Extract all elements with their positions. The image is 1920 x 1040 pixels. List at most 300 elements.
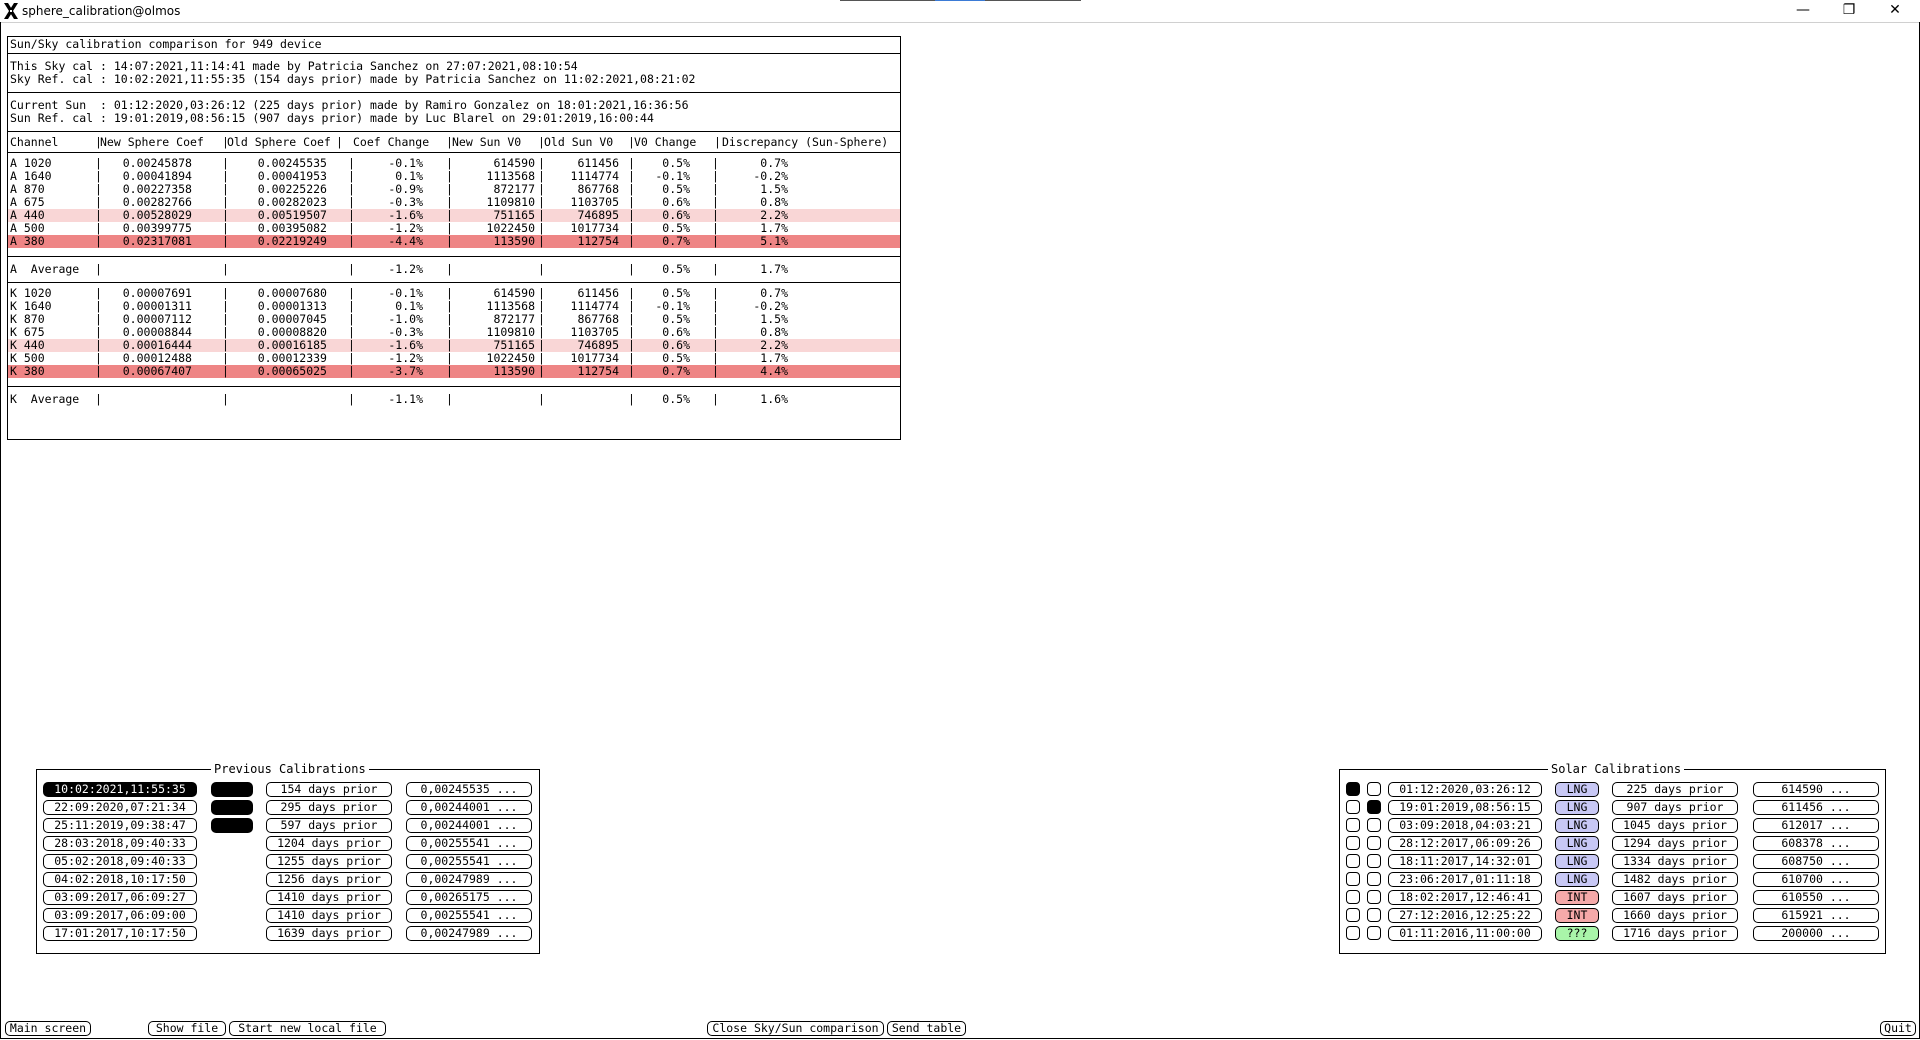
solar-calibration-type[interactable]: LNG: [1555, 782, 1599, 797]
column-separator: |: [712, 221, 719, 235]
table-cell: K 380: [10, 364, 45, 378]
table-cell: 1.7%: [760, 221, 788, 235]
column-separator: |: [628, 208, 635, 222]
table-cell: 872177: [493, 182, 535, 196]
column-separator: |: [222, 312, 229, 326]
column-separator: |: [712, 299, 719, 313]
table-cell: 1022450: [486, 221, 535, 235]
sun-ref-line: Sun Ref. cal : 19:01:2019,08:56:15 (907 days prior) made by Luc Blarel on 29:01:2019,16:00:44: [10, 111, 654, 125]
table-cell: 746895: [577, 208, 619, 222]
table-cell: 0.00245535: [257, 156, 327, 170]
table-cell: 0.7%: [662, 364, 690, 378]
table-cell: 1103705: [570, 325, 619, 339]
table-cell: 867768: [577, 182, 619, 196]
column-separator: |: [222, 208, 229, 222]
table-cell: 0.00007045: [257, 312, 327, 326]
column-separator: |: [222, 169, 229, 183]
close-button[interactable]: ✕: [1889, 2, 1901, 18]
table-cell: -0.1%: [388, 286, 423, 300]
prev-calibration-coef[interactable]: 0,00255541 ...: [406, 908, 532, 923]
column-separator: |: [538, 182, 545, 196]
solar-calibration-prior[interactable]: 907 days prior: [1612, 800, 1738, 815]
table-cell: A 675: [10, 195, 45, 209]
table-cell: 1114774: [570, 299, 619, 313]
sky-cal-section: [8, 54, 900, 93]
k-group-section: [8, 283, 900, 387]
table-cell: 0.00067407: [122, 364, 192, 378]
table-row: [8, 393, 900, 406]
column-header: New Sphere Coef: [100, 135, 204, 149]
column-separator: |: [222, 156, 229, 170]
column-separator: |: [628, 169, 635, 183]
solar-current-radio[interactable]: [1346, 890, 1360, 904]
column-separator: |: [446, 299, 453, 313]
table-cell: A 870: [10, 182, 45, 196]
solar-calibration-v0[interactable]: 200000 ...: [1753, 926, 1879, 941]
column-separator: |: [628, 325, 635, 339]
title-bar: [0, 0, 1920, 23]
column-separator: |: [446, 156, 453, 170]
column-separator: |: [712, 195, 719, 209]
restore-button[interactable]: ❐: [1842, 2, 1856, 18]
table-cell: 0.00008820: [257, 325, 327, 339]
table-cell: [255, 263, 327, 276]
column-separator: |: [712, 392, 719, 406]
solar-calibration-date[interactable]: 03:09:2018,04:03:21: [1388, 818, 1542, 833]
solar-reference-radio[interactable]: [1367, 800, 1381, 814]
table-cell: -0.9%: [388, 182, 423, 196]
table-cell: 614590: [493, 156, 535, 170]
solar-calibration-prior[interactable]: 1334 days prior: [1612, 854, 1738, 869]
prev-calibration-prior[interactable]: 295 days prior: [266, 800, 392, 815]
solar-reference-radio[interactable]: [1367, 926, 1381, 940]
solar-calibration-date[interactable]: 01:11:2016,11:00:00: [1388, 926, 1542, 941]
column-separator: |: [712, 286, 719, 300]
table-cell: -0.3%: [388, 195, 423, 209]
prev-calibration-marker: [211, 782, 253, 797]
table-cell: -0.1%: [655, 299, 690, 313]
column-separator: |: [628, 392, 635, 406]
table-cell: [553, 263, 619, 276]
solar-calibration-type[interactable]: INT: [1555, 890, 1599, 905]
solar-current-radio[interactable]: [1346, 782, 1360, 796]
table-cell: 0.00395082: [257, 221, 327, 235]
column-separator: |: [628, 182, 635, 196]
column-separator: |: [222, 392, 229, 406]
column-separator: |: [446, 234, 453, 248]
table-cell: 0.00001311: [122, 299, 192, 313]
minimize-button[interactable]: —: [1796, 2, 1810, 18]
column-separator: |: [95, 325, 102, 339]
prev-calibration-coef[interactable]: 0,00255541 ...: [406, 836, 532, 851]
solar-calibration-v0[interactable]: 612017 ...: [1753, 818, 1879, 833]
solar-calibration-type[interactable]: LNG: [1555, 872, 1599, 887]
column-separator: |: [538, 392, 545, 406]
column-separator: |: [712, 182, 719, 196]
column-separator: |: [538, 234, 545, 248]
column-separator: |: [222, 286, 229, 300]
solar-current-radio[interactable]: [1346, 800, 1360, 814]
panel-heading: Sun/Sky calibration comparison for 949 device: [10, 37, 322, 51]
column-separator: |: [446, 195, 453, 209]
table-cell: 1.5%: [760, 312, 788, 326]
table-cell: 0.00225226: [257, 182, 327, 196]
solar-calibration-prior[interactable]: 1607 days prior: [1612, 890, 1738, 905]
prev-calibration-coef[interactable]: 0,00244001 ...: [406, 800, 532, 815]
prev-calibration-prior[interactable]: 154 days prior: [266, 782, 392, 797]
prev-calibration-date[interactable]: 10:02:2021,11:55:35: [43, 782, 197, 797]
a-group-section: [8, 153, 900, 257]
column-separator: |: [95, 135, 102, 149]
table-cell: 0.00016185: [257, 338, 327, 352]
table-cell: K Average: [10, 392, 80, 406]
sun-cal-section: [8, 93, 900, 132]
close-comparison-button[interactable]: Close Sky/Sun comparison: [707, 1021, 884, 1036]
column-separator: |: [446, 135, 453, 149]
column-separator: |: [348, 169, 355, 183]
table-cell: [122, 393, 192, 406]
solar-reference-radio[interactable]: [1367, 836, 1381, 850]
prev-calibration-date[interactable]: 03:09:2017,06:09:00: [43, 908, 197, 923]
column-separator: |: [222, 234, 229, 248]
column-separator: |: [95, 364, 102, 378]
table-cell: K 440: [10, 338, 45, 352]
prev-calibration-date[interactable]: 25:11:2019,09:38:47: [43, 818, 197, 833]
column-separator: |: [712, 351, 719, 365]
prev-calibration-coef[interactable]: 0,00247989 ...: [406, 926, 532, 941]
column-separator: |: [348, 364, 355, 378]
comparison-panel: [7, 36, 901, 440]
table-cell: 751165: [493, 338, 535, 352]
table-cell: 867768: [577, 312, 619, 326]
table-cell: 0.00012339: [257, 351, 327, 365]
column-separator: |: [712, 234, 719, 248]
solar-calibration-prior[interactable]: 1482 days prior: [1612, 872, 1738, 887]
table-cell: 2.2%: [760, 338, 788, 352]
column-separator: |: [222, 262, 229, 276]
main-screen-button[interactable]: Main screen: [5, 1021, 91, 1036]
prev-calibration-date[interactable]: 04:02:2018,10:17:50: [43, 872, 197, 887]
column-separator: |: [95, 351, 102, 365]
table-cell: 0.5%: [662, 182, 690, 196]
table-cell: 611456: [577, 286, 619, 300]
column-separator: |: [712, 169, 719, 183]
column-header: Channel: [10, 135, 59, 149]
solar-current-radio[interactable]: [1346, 926, 1360, 940]
table-cell: 1113568: [486, 299, 535, 313]
column-separator: |: [95, 195, 102, 209]
solar-calibration-prior[interactable]: 1660 days prior: [1612, 908, 1738, 923]
table-cell: 0.00282766: [122, 195, 192, 209]
table-cell: K 870: [10, 312, 45, 326]
table-cell: 0.5%: [662, 221, 690, 235]
solar-calibration-v0[interactable]: 615921 ...: [1753, 908, 1879, 923]
table-cell: 1114774: [570, 169, 619, 183]
table-cell: 0.00007112: [122, 312, 192, 326]
column-separator: |: [222, 351, 229, 365]
prev-calibration-coef[interactable]: 0,00255541 ...: [406, 854, 532, 869]
prev-calibration-prior[interactable]: 1639 days prior: [266, 926, 392, 941]
column-separator: |: [712, 325, 719, 339]
prev-calibration-prior[interactable]: 1256 days prior: [266, 872, 392, 887]
column-separator: |: [95, 392, 102, 406]
table-cell: K 675: [10, 325, 45, 339]
table-cell: 0.00399775: [122, 221, 192, 235]
solar-calibration-date[interactable]: 19:01:2019,08:56:15: [1388, 800, 1542, 815]
column-separator: |: [538, 364, 545, 378]
solar-calibration-v0[interactable]: 608378 ...: [1753, 836, 1879, 851]
column-separator: |: [446, 286, 453, 300]
solar-calibration-prior[interactable]: 1045 days prior: [1612, 818, 1738, 833]
table-cell: K 500: [10, 351, 45, 365]
prev-calibration-date[interactable]: 03:09:2017,06:09:27: [43, 890, 197, 905]
table-header: [8, 132, 900, 153]
column-separator: |: [222, 195, 229, 209]
table-cell: 0.5%: [662, 156, 690, 170]
column-separator: |: [446, 208, 453, 222]
table-cell: 0.1%: [395, 169, 423, 183]
solar-calibration-prior[interactable]: 1294 days prior: [1612, 836, 1738, 851]
solar-current-radio[interactable]: [1346, 908, 1360, 922]
solar-calibration-prior[interactable]: 225 days prior: [1612, 782, 1738, 797]
send-table-button[interactable]: Send table: [887, 1021, 966, 1036]
solar-calibration-date[interactable]: 28:12:2017,06:09:26: [1388, 836, 1542, 851]
table-cell: 0.00007691: [122, 286, 192, 300]
column-separator: |: [222, 325, 229, 339]
prev-calibration-coef[interactable]: 0,00265175 ...: [406, 890, 532, 905]
column-separator: |: [538, 208, 545, 222]
solar-calibrations-title: Solar Calibrations: [1548, 762, 1684, 776]
table-cell: 0.6%: [662, 195, 690, 209]
solar-current-radio[interactable]: [1346, 818, 1360, 832]
prev-calibration-coef[interactable]: 0,00247989 ...: [406, 872, 532, 887]
solar-calibration-v0[interactable]: 610550 ...: [1753, 890, 1879, 905]
column-separator: |: [628, 286, 635, 300]
table-cell: 0.02219249: [257, 234, 327, 248]
column-separator: |: [628, 195, 635, 209]
prev-calibration-prior[interactable]: 597 days prior: [266, 818, 392, 833]
column-separator: |: [538, 312, 545, 326]
solar-calibration-type[interactable]: LNG: [1555, 818, 1599, 833]
table-cell: -0.3%: [388, 325, 423, 339]
column-separator: |: [628, 135, 635, 149]
prev-calibration-prior[interactable]: 1204 days prior: [266, 836, 392, 851]
table-cell: 0.00041953: [257, 169, 327, 183]
solar-calibration-date[interactable]: 27:12:2016,12:25:22: [1388, 908, 1542, 923]
table-cell: -1.0%: [388, 312, 423, 326]
solar-reference-radio[interactable]: [1367, 818, 1381, 832]
column-separator: |: [446, 262, 453, 276]
column-separator: |: [712, 262, 719, 276]
table-row: [8, 235, 900, 248]
k-average-section: [8, 387, 900, 412]
table-cell: 0.6%: [662, 208, 690, 222]
column-separator: |: [446, 364, 453, 378]
table-cell: -3.7%: [388, 364, 423, 378]
table-cell: 4.4%: [760, 364, 788, 378]
table-cell: 0.00282023: [257, 195, 327, 209]
table-cell: 113590: [493, 364, 535, 378]
table-cell: 746895: [577, 338, 619, 352]
solar-reference-radio[interactable]: [1367, 872, 1381, 886]
table-cell: 0.02317081: [122, 234, 192, 248]
column-separator: |: [446, 182, 453, 196]
column-separator: |: [222, 221, 229, 235]
solar-reference-radio[interactable]: [1367, 890, 1381, 904]
table-cell: -0.2%: [753, 299, 788, 313]
solar-calibration-v0[interactable]: 614590 ...: [1753, 782, 1879, 797]
table-cell: 1017734: [570, 221, 619, 235]
table-cell: 0.6%: [662, 338, 690, 352]
table-cell: -4.4%: [388, 234, 423, 248]
prev-calibration-prior[interactable]: 1410 days prior: [266, 908, 392, 923]
solar-calibration-type[interactable]: LNG: [1555, 836, 1599, 851]
table-cell: 0.00001313: [257, 299, 327, 313]
table-cell: 0.7%: [760, 286, 788, 300]
solar-calibration-date[interactable]: 23:06:2017,01:11:18: [1388, 872, 1542, 887]
column-separator: |: [348, 156, 355, 170]
prev-calibration-date[interactable]: 17:01:2017,10:17:50: [43, 926, 197, 941]
x11-logo-icon: [2, 2, 20, 20]
solar-calibration-v0[interactable]: 610700 ...: [1753, 872, 1879, 887]
column-separator: |: [538, 299, 545, 313]
table-cell: 0.00528029: [122, 208, 192, 222]
table-cell: 0.00065025: [257, 364, 327, 378]
solar-current-radio[interactable]: [1346, 872, 1360, 886]
column-separator: |: [348, 221, 355, 235]
solar-current-radio[interactable]: [1346, 836, 1360, 850]
table-cell: [463, 263, 535, 276]
column-separator: |: [712, 208, 719, 222]
column-separator: |: [348, 182, 355, 196]
table-cell: 0.6%: [662, 325, 690, 339]
column-separator: |: [628, 234, 635, 248]
column-header: Discrepancy (Sun-Sphere): [722, 135, 889, 149]
show-file-button[interactable]: Show file: [148, 1021, 226, 1036]
solar-reference-radio[interactable]: [1367, 908, 1381, 922]
prev-calibration-prior[interactable]: 1255 days prior: [266, 854, 392, 869]
prev-calibration-date[interactable]: 22:09:2020,07:21:34: [43, 800, 197, 815]
solar-reference-radio[interactable]: [1367, 854, 1381, 868]
solar-calibration-v0[interactable]: 611456 ...: [1753, 800, 1879, 815]
column-separator: |: [222, 299, 229, 313]
table-cell: 0.8%: [760, 195, 788, 209]
table-cell: 1109810: [486, 325, 535, 339]
column-separator: |: [348, 312, 355, 326]
column-separator: |: [446, 221, 453, 235]
solar-calibration-v0[interactable]: 608750 ...: [1753, 854, 1879, 869]
table-cell: 1.7%: [760, 262, 788, 276]
table-cell: 614590: [493, 286, 535, 300]
previous-calibrations-title: Previous Calibrations: [211, 762, 369, 776]
table-cell: 0.5%: [662, 262, 690, 276]
column-separator: |: [95, 182, 102, 196]
table-cell: 872177: [493, 312, 535, 326]
table-cell: 751165: [493, 208, 535, 222]
previous-calibrations-group: [36, 762, 540, 954]
column-separator: |: [95, 169, 102, 183]
column-separator: |: [336, 135, 343, 149]
column-separator: |: [348, 392, 355, 406]
table-cell: 1.6%: [760, 392, 788, 406]
table-cell: K 1640: [10, 299, 52, 313]
table-cell: 5.1%: [760, 234, 788, 248]
column-separator: |: [628, 338, 635, 352]
column-separator: |: [348, 286, 355, 300]
table-cell: -0.1%: [388, 156, 423, 170]
column-separator: |: [538, 169, 545, 183]
solar-calibration-type[interactable]: LNG: [1555, 854, 1599, 869]
sky-cal-line: This Sky cal : 14:07:2021,11:14:41 made by Patricia Sanchez on 27:07:2021,08:10:54: [10, 59, 578, 73]
solar-current-radio[interactable]: [1346, 854, 1360, 868]
column-separator: |: [222, 338, 229, 352]
solar-calibration-type[interactable]: INT: [1555, 908, 1599, 923]
table-cell: [553, 393, 619, 406]
prev-calibration-coef[interactable]: 0,00245535 ...: [406, 782, 532, 797]
column-separator: |: [222, 364, 229, 378]
table-cell: 1.7%: [760, 351, 788, 365]
column-header: Coef Change: [353, 135, 430, 149]
column-separator: |: [538, 262, 545, 276]
table-cell: 0.1%: [395, 299, 423, 313]
table-cell: 0.00007680: [257, 286, 327, 300]
solar-calibration-date[interactable]: 01:12:2020,03:26:12: [1388, 782, 1542, 797]
panel-heading-section: [8, 37, 900, 54]
prev-calibration-date[interactable]: 28:03:2018,09:40:33: [43, 836, 197, 851]
table-row: [8, 365, 900, 378]
table-cell: 0.5%: [662, 312, 690, 326]
column-separator: |: [446, 312, 453, 326]
prev-calibration-coef[interactable]: 0,00244001 ...: [406, 818, 532, 833]
start-new-local-file-button[interactable]: Start new local file: [229, 1021, 386, 1036]
column-header: V0 Change: [634, 135, 697, 149]
prev-calibration-prior[interactable]: 1410 days prior: [266, 890, 392, 905]
table-cell: 1113568: [486, 169, 535, 183]
column-separator: |: [628, 312, 635, 326]
table-cell: A 380: [10, 234, 45, 248]
table-cell: -1.2%: [388, 221, 423, 235]
table-cell: 0.5%: [662, 286, 690, 300]
table-cell: 1022450: [486, 351, 535, 365]
column-separator: |: [538, 156, 545, 170]
column-separator: |: [446, 351, 453, 365]
quit-button[interactable]: Quit: [1880, 1021, 1916, 1036]
prev-calibration-date[interactable]: 05:02:2018,09:40:33: [43, 854, 197, 869]
prev-calibration-marker: [211, 818, 253, 833]
column-separator: |: [538, 338, 545, 352]
solar-calibration-prior[interactable]: 1716 days prior: [1612, 926, 1738, 941]
solar-reference-radio[interactable]: [1367, 782, 1381, 796]
column-separator: |: [95, 262, 102, 276]
column-separator: |: [628, 156, 635, 170]
table-cell: 112754: [577, 234, 619, 248]
table-cell: 611456: [577, 156, 619, 170]
column-separator: |: [95, 286, 102, 300]
solar-calibration-date[interactable]: 18:11:2017,14:32:01: [1388, 854, 1542, 869]
table-cell: 0.5%: [662, 392, 690, 406]
solar-calibration-type[interactable]: LNG: [1555, 800, 1599, 815]
solar-calibration-date[interactable]: 18:02:2017,12:46:41: [1388, 890, 1542, 905]
column-separator: |: [348, 208, 355, 222]
column-separator: |: [95, 338, 102, 352]
column-separator: |: [712, 364, 719, 378]
column-separator: |: [538, 221, 545, 235]
column-separator: |: [628, 351, 635, 365]
column-separator: |: [348, 195, 355, 209]
column-header: New Sun V0: [452, 135, 522, 149]
column-separator: |: [348, 234, 355, 248]
solar-calibration-type[interactable]: ???: [1555, 926, 1599, 941]
